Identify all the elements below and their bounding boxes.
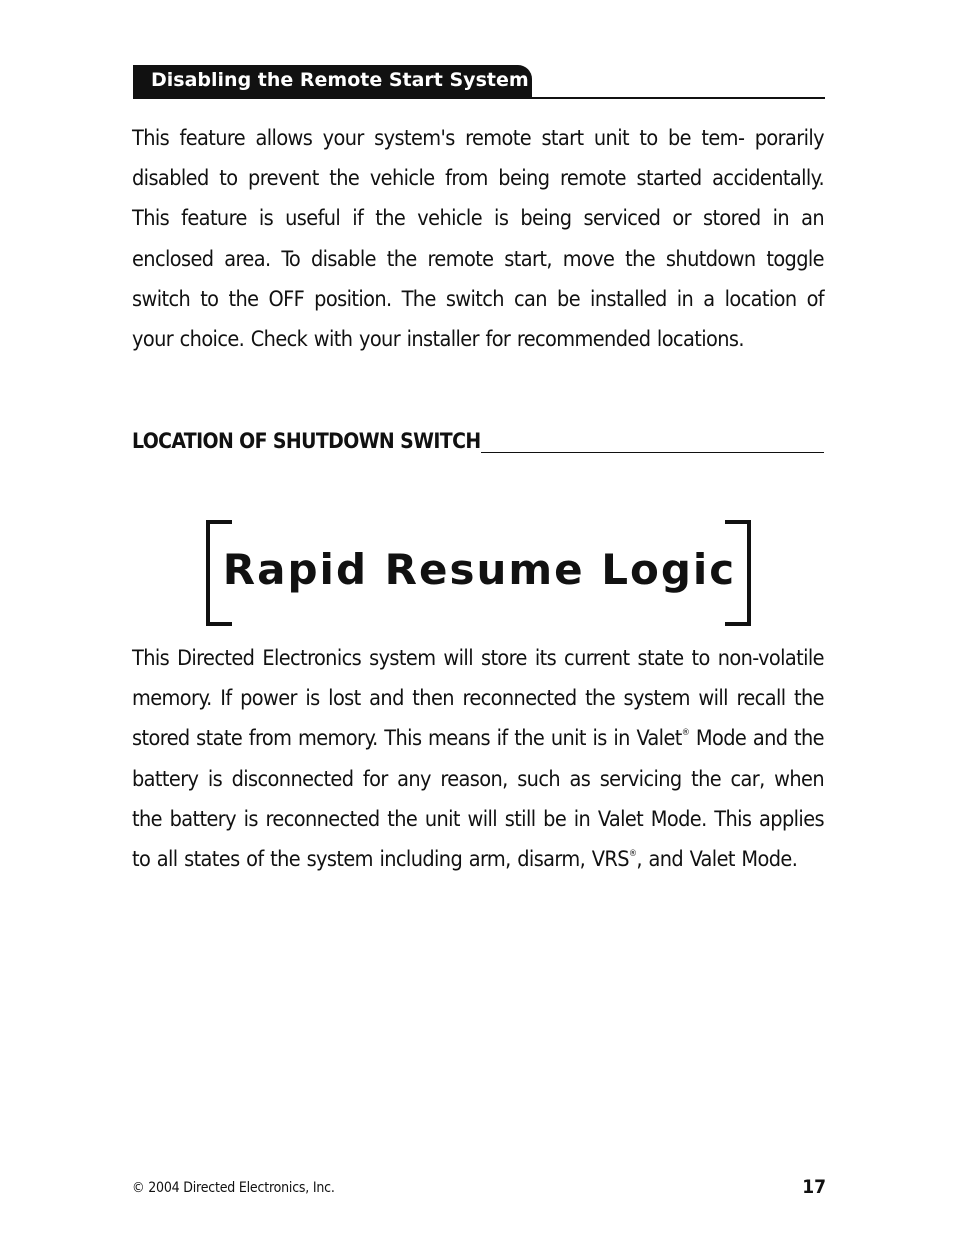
- intro-text-part-1: This feature allows your system's remote start unit to be tem: [132, 126, 738, 151]
- section-header: [133, 65, 825, 99]
- intro-paragraph: [132, 119, 824, 360]
- intro-hyphen: -: [737, 126, 745, 151]
- shutdown-location-label: LOCATION OF SHUTDOWN SWITCH: [132, 429, 481, 453]
- rapid-resume-text-2: Mode and the battery is disconnected for any reason, such as servicing the car, when the battery is reconnected the unit will still be in Valet Mode. This applies to all states of the system including arm, disarm, VRS: [132, 726, 824, 873]
- intro-text-part-2: porarily disabled to prevent the vehicle from being remote started accidentally. This feature is useful if the vehicle is being serviced or stored in an enclosed area. To disable the remote start, move the shutdown toggle switch to the OFF position. The switch can be installed in a location of your choice. Check with your installer for recommended locations.: [132, 126, 825, 353]
- section-title: Disabling the Remote Start System: [133, 65, 532, 97]
- rapid-resume-paragraph: [132, 639, 824, 880]
- shutdown-location-field: [132, 426, 824, 456]
- registered-mark: ®: [628, 849, 637, 860]
- shutdown-location-blank: [481, 451, 824, 453]
- registered-mark: ®: [681, 728, 690, 739]
- page-number: 17: [802, 1176, 826, 1198]
- rapid-resume-text-1: This Directed Electronics system will store its current state to non-volatile memory. If power is lost and then reconnected the system will recall the stored state from memory. This means if the unit is in Valet: [132, 646, 824, 752]
- rapid-resume-text-3: , and Valet Mode.: [636, 847, 798, 873]
- rapid-resume-title: Rapid Resume Logic: [222, 545, 737, 594]
- copyright-notice: © 2004 Directed Electronics, Inc.: [132, 1180, 335, 1196]
